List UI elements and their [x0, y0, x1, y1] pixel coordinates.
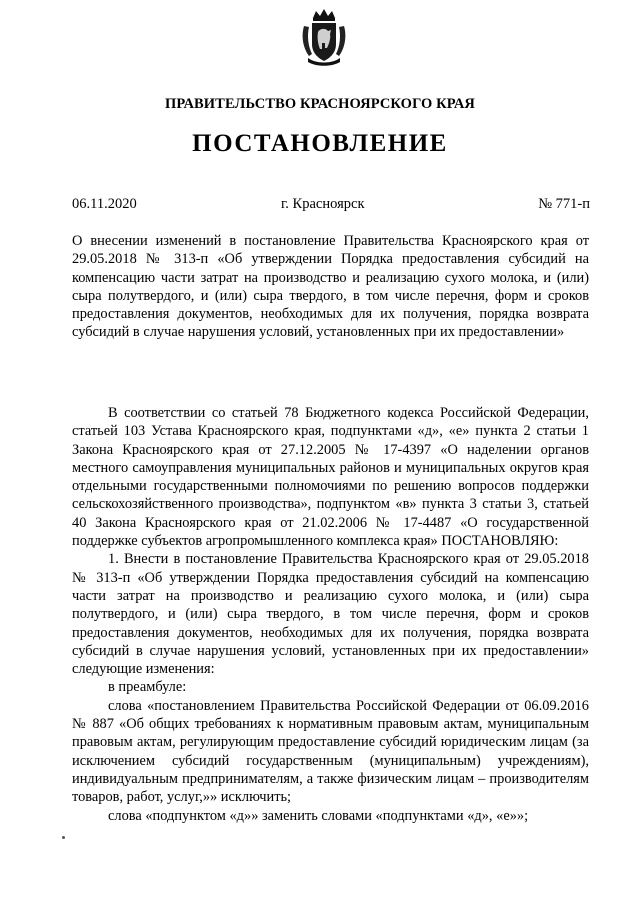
- document-number: № 771-п: [538, 196, 590, 212]
- document-subject: О внесении изменений в постановление Правительства Красноярского края от 29.05.2018 № 313-п «Об утверждении Порядка предоставления субсидий на компенсацию части затрат на производство и реализацию сухого молока, и (или) сыра полутвердого, и (или) сыра твердого, в том числе перечня, форм и сроков предоставления документов, необходимых для их получения, порядка возврата субсидий в случае нарушения условий, установленных при их предоставлении»: [72, 233, 589, 341]
- change-1-paragraph: слова «постановлением Правительства Российской Федерации от 06.09.2016 № 887 «Об общих требованиях к нормативным правовым актам, муниципальным правовым актам, регулирующим предоставление субсидий юридическим лицам (за исключением субсидий государственным (муниципальным) учреждениям), индивидуальным предпринимателям, а также физическим лицам – производителям товаров, работ, услуг,»» исключить;: [72, 697, 589, 806]
- item-1-paragraph: 1. Внести в постановление Правительства Красноярского края от 29.05.2018 № 313-п «Об утверждении Порядка предоставления субсидий на компенсацию части затрат на производство и реализацию сухого молока, и (или) сыра полутвердого, и (или) сыра твердого, в том числе перечня, форм и сроков предоставления документов, необходимых для их получения, порядка возврата субсидий в случае нарушения условий, установленных при их предоставлении» следующие изменения:: [72, 551, 589, 678]
- document-date: 06.11.2020: [72, 196, 137, 212]
- change-2-paragraph: слова «подпунктом «д»» заменить словами «подпунктами «д», «е»»;: [108, 807, 529, 824]
- document-body: [72, 404, 589, 825]
- preamble-paragraph: В соответствии со статьей 78 Бюджетного кодекса Российской Федерации, статьей 103 Устава Красноярского края, подпунктами «д», «е» пункта 2 статьи 1 Закона Красноярского края от 27.12.2005 № 17-4397 «О наделении органов местного самоуправления муниципальных районов и муниципальных округов края отдельными государственными полномочиями по решению вопросов поддержки сельскохозяйственного производства», подпунктом «в» пункта 3 статьи 3, статьей 40 Закона Красноярского края от 21.02.2006 № 17-4487 «О государственной поддержке субъектов агропромышленного комплекса края» ПОСТАНОВЛЯЮ:: [72, 405, 589, 550]
- document-type-title: ПОСТАНОВЛЕНИЕ: [192, 130, 448, 157]
- in-preamble-label: в преамбуле:: [108, 679, 187, 696]
- margin-dot: [62, 836, 65, 839]
- government-title: ПРАВИТЕЛЬСТВО КРАСНОЯРСКОГО КРАЯ: [164, 96, 475, 112]
- document-city: г. Красноярск: [281, 196, 365, 212]
- coat-of-arms-icon: [300, 8, 348, 68]
- document-meta: [72, 196, 590, 216]
